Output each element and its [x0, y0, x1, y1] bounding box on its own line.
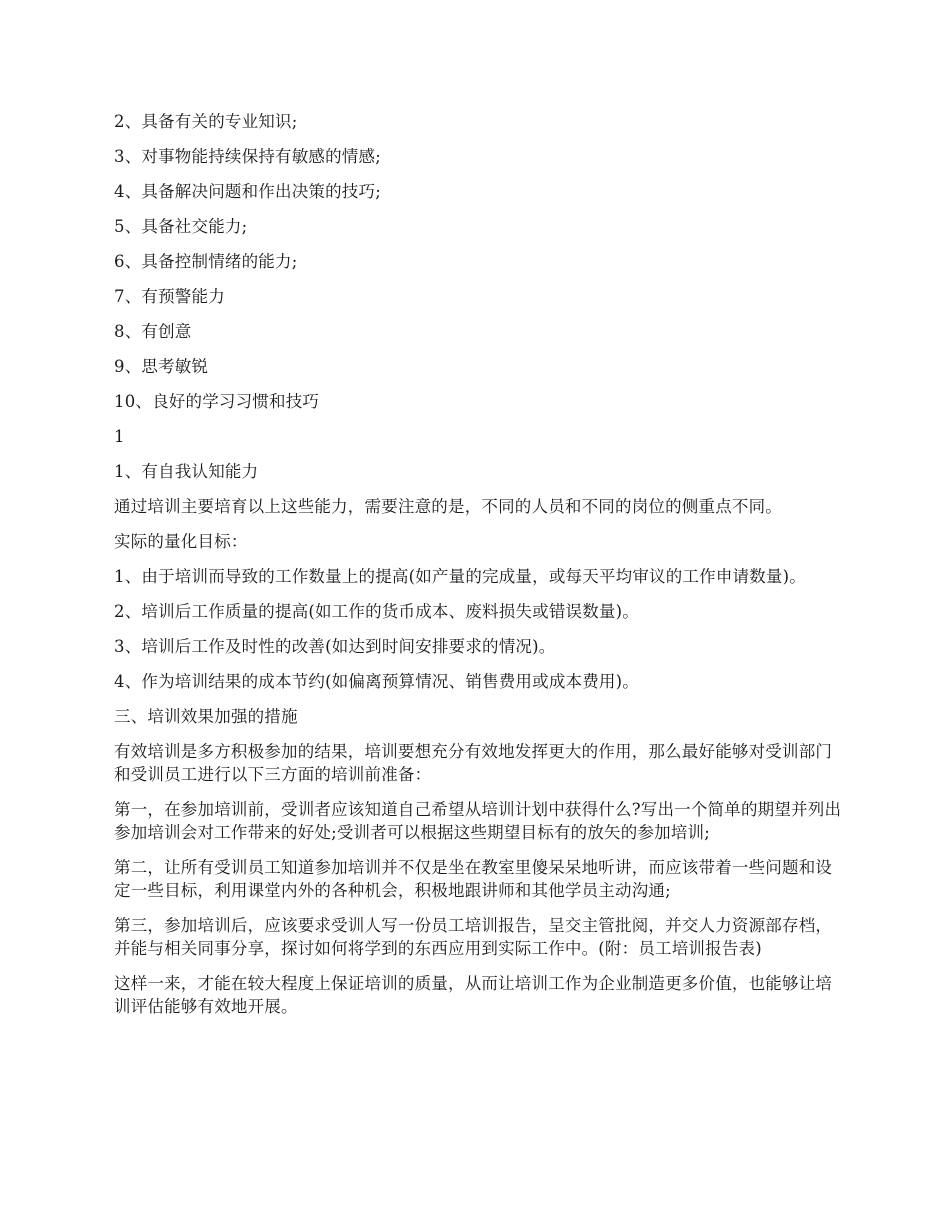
paragraph-second-step: 第二，让所有受训员工知道参加培训并不仅是坐在教室里傻呆呆地听讲，而应该带着一些问题和设定一些目标，利用课堂内外的各种机会，积极地跟讲师和其他学员主动沟通;: [114, 858, 833, 900]
paragraph-third-step: 第三，参加培训后，应该要求受训人写一份员工培训报告，呈交主管批阅，并交人力资源部存档，并能与相关同事分享，探讨如何将学到的东西应用到实际工作中。(附：员工培训报告表): [114, 916, 833, 958]
list-item-social-ability: 5、具备社交能力;: [114, 217, 248, 236]
list-item-cost-saving: 4、作为培训结果的成本节约(如偏离预算情况、销售费用或成本费用)。: [114, 672, 639, 691]
paragraph-conclusion: 这样一来，才能在较大程度上保证培训的质量，从而让培训工作为企业制造更多价值，也能够让培训评估能够有效地开展。: [114, 974, 833, 1016]
list-item-learning-habits: 10、良好的学习习惯和技巧: [114, 392, 320, 411]
list-item-creativity: 8、有创意: [114, 322, 192, 341]
list-item-professional-knowledge: 2、具备有关的专业知识;: [114, 112, 298, 131]
list-item-sensitivity: 3、对事物能持续保持有敏感的情感;: [114, 147, 381, 166]
paragraph-effective-training: 有效培训是多方积极参加的结果，培训要想充分有效地发挥更大的作用，那么最好能够对受训部门和受训员工进行以下三方面的培训前准备：: [114, 742, 833, 784]
list-item-work-quality: 2、培训后工作质量的提高(如工作的货币成本、废料损失或错误数量)。: [114, 602, 639, 621]
list-item-self-awareness: 1、有自我认知能力: [114, 462, 259, 481]
paragraph-first-step: 第一，在参加培训前，受训者应该知道自己希望从培训计划中获得什么?写出一个简单的期望并列出参加培训会对工作带来的好处;受训者可以根据这些期望目标有的放矢的参加培训;: [114, 800, 842, 842]
section-heading-measures: 三、培训效果加强的措施: [114, 707, 298, 726]
paragraph-training-abilities: 通过培训主要培育以上这些能力，需要注意的是，不同的人员和不同的岗位的侧重点不同。: [114, 497, 782, 516]
list-item-timeliness: 3、培训后工作及时性的改善(如达到时间安排要求的情况)。: [114, 637, 556, 656]
list-item-work-quantity: 1、由于培训而导致的工作数量上的提高(如产量的完成量，或每天平均审议的工作申请数量)。: [114, 567, 806, 586]
document-page: [114, 110, 842, 1030]
list-item-emotion-control: 6、具备控制情绪的能力;: [114, 252, 298, 271]
list-item-early-warning: 7、有预警能力: [114, 287, 225, 306]
standalone-number: 1: [114, 427, 125, 446]
list-item-sharp-thinking: 9、思考敏锐: [114, 357, 209, 376]
heading-quantified-goals: 实际的量化目标：: [114, 532, 248, 551]
list-item-decision-making: 4、具备解决问题和作出决策的技巧;: [114, 182, 381, 201]
